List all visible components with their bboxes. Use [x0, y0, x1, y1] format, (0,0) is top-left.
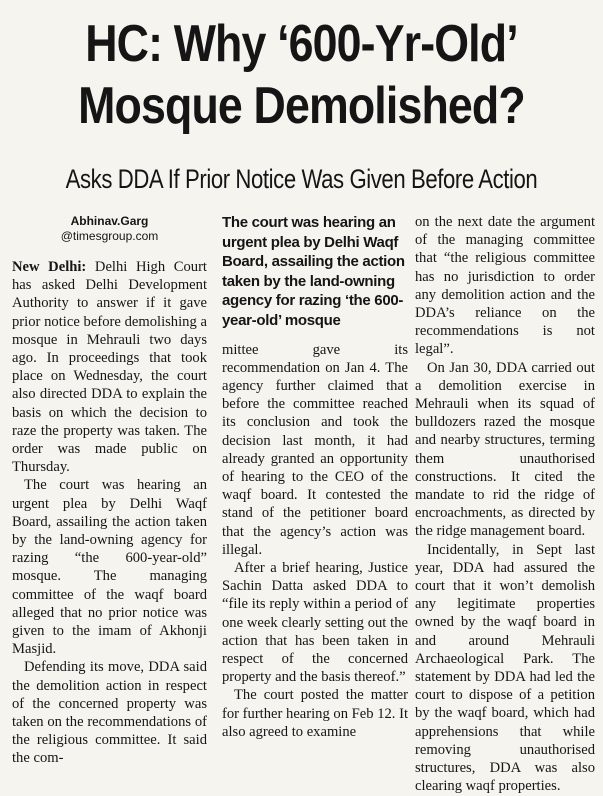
- byline-email: @timesgroup.com: [60, 229, 159, 243]
- column-3: [415, 213, 595, 796]
- byline-name: Abhinav.Garg: [70, 214, 149, 228]
- paragraph: The court posted the matter for further hearing on Feb 12. It also agreed to examine: [222, 687, 409, 740]
- paragraph: Defending its move, DDA said the demolition action in respect of the concerned property was taken on the recommendations of the religious committee. It said the com-: [12, 659, 207, 767]
- paragraph: mittee gave its recommendation on Jan 4. The agency further claimed that before the committee reached its conclusion and took the decision last month, it had already granted an opportunity of hearing to the CEO of the waqf board. It contested the stand of the petitioner board that the agency’s action was illegal.: [222, 341, 408, 558]
- byline: [12, 214, 207, 244]
- pull-quote: The court was hearing an urgent plea by Delhi Waqf Board, assailing the action taken by the land-owning agency for razing ‘the 600-year-old’ mosque: [222, 214, 405, 329]
- paragraph: After a brief hearing, Justice Sachin Datta asked DDA to “file its reply within a period of one week clearly setting out the action that has been taken in respect of the concerned property and the basis thereof.”: [222, 560, 408, 686]
- paragraph: on the next date the argument of the managing committee that “the religious committee has no jurisdiction to order any demolition action and the DDA’s reliance on the recommendations is not legal”.: [415, 214, 595, 358]
- paragraph-text: Delhi High Court has asked Delhi Development Authority to answer if it gave prior notice before demolishing a mosque in Mehrauli two days ago. In proceedings that took place on Wednesday, the court also directed DDA to explain the basis on which the decision to raze the property was taken. The order was made public on Thursday.: [12, 259, 207, 476]
- paragraph: The court was hearing an urgent plea by Delhi Waqf Board, assailing the action taken by the land-owning agency for razing “the 600-year-old” mosque. The managing committee of the waqf board alleged that no prior notice was given to the imam of Akhonji Masjid.: [12, 477, 207, 658]
- paragraph: [12, 258, 207, 476]
- column-2: [222, 213, 408, 741]
- deck-subheadline: Asks DDA If Prior Notice Was Given Before Action: [65, 164, 538, 194]
- paragraph: On Jan 30, DDA carried out a demolition exercise in Mehrauli when its squad of bulldozers razed the mosque and nearby structures, terming them unauthorised constructions. It cited the mandate to rid the ridge of encroachments, as directed by the ridge management board.: [415, 359, 595, 540]
- headline-line-2: Mosque Demolished?: [78, 77, 525, 135]
- paragraph: Incidentally, in Sept last year, DDA had assured the court that it won’t demolish any legitimate properties owned by the waqf board in and around Mehrauli Archaeological Park. The statement by DDA had led the court to dispose of a petition by the waqf board, which had apprehensions that while removing unauthorised structures, DDA was also clearing waqf properties.: [415, 541, 595, 795]
- dateline: New Delhi:: [12, 259, 87, 275]
- headline-line-1: HC: Why ‘600-Yr-Old’: [85, 15, 518, 73]
- column-1: [12, 214, 207, 768]
